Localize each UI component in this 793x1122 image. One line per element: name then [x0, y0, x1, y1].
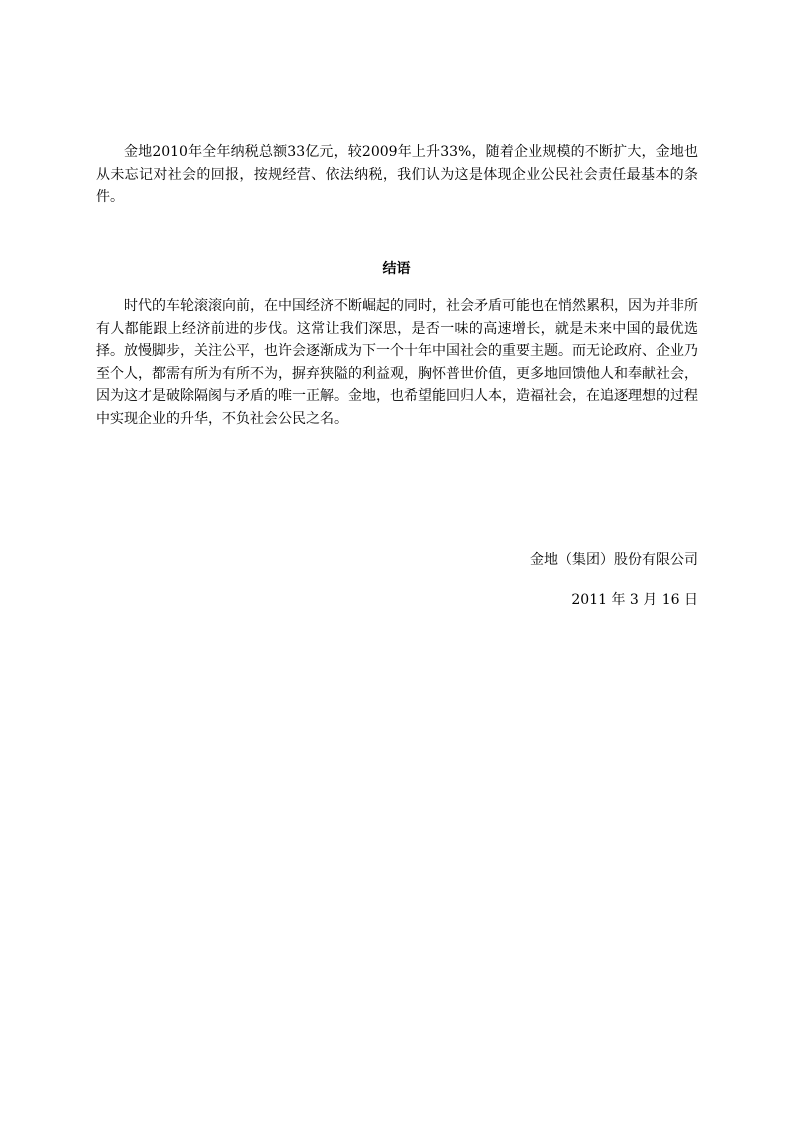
conclusion-heading: 结语 [382, 261, 411, 277]
conclusion-paragraph: 时代的车轮滚滚向前，在中国经济不断崛起的同时，社会矛盾可能也在悄然累积，因为并非所有人都能跟上经济前进的步伐。这常让我们深思，是否一味的高速增长，就是未来中国的最优选择。放慢脚步，关注公平，也许会逐渐成为下一个十年中国社会的重要主题。而无论政府、企业乃至个人，都需有所为有所不为，摒弃狭隘的利益观，胸怀普世价值，更多地回馈他人和奉献社会，因为这才是破除隔阂与矛盾的唯一正解。金地，也希望能回归人本，造福社会，在追逐理想的过程中实现企业的升华，不负社会公民之名。 [96, 298, 698, 427]
signature-date: 2011 年 3 月 16 日 [571, 592, 698, 608]
tax-paragraph: 金地2010年全年纳税总额33亿元，较2009年上升33%，随着企业规模的不断扩大，金地也从未忘记对社会的回报，按规经营、依法纳税，我们认为这是体现企业公民社会责任最基本的条件。 [96, 144, 698, 205]
signature-company: 金地（集团）股份有限公司 [530, 552, 698, 568]
